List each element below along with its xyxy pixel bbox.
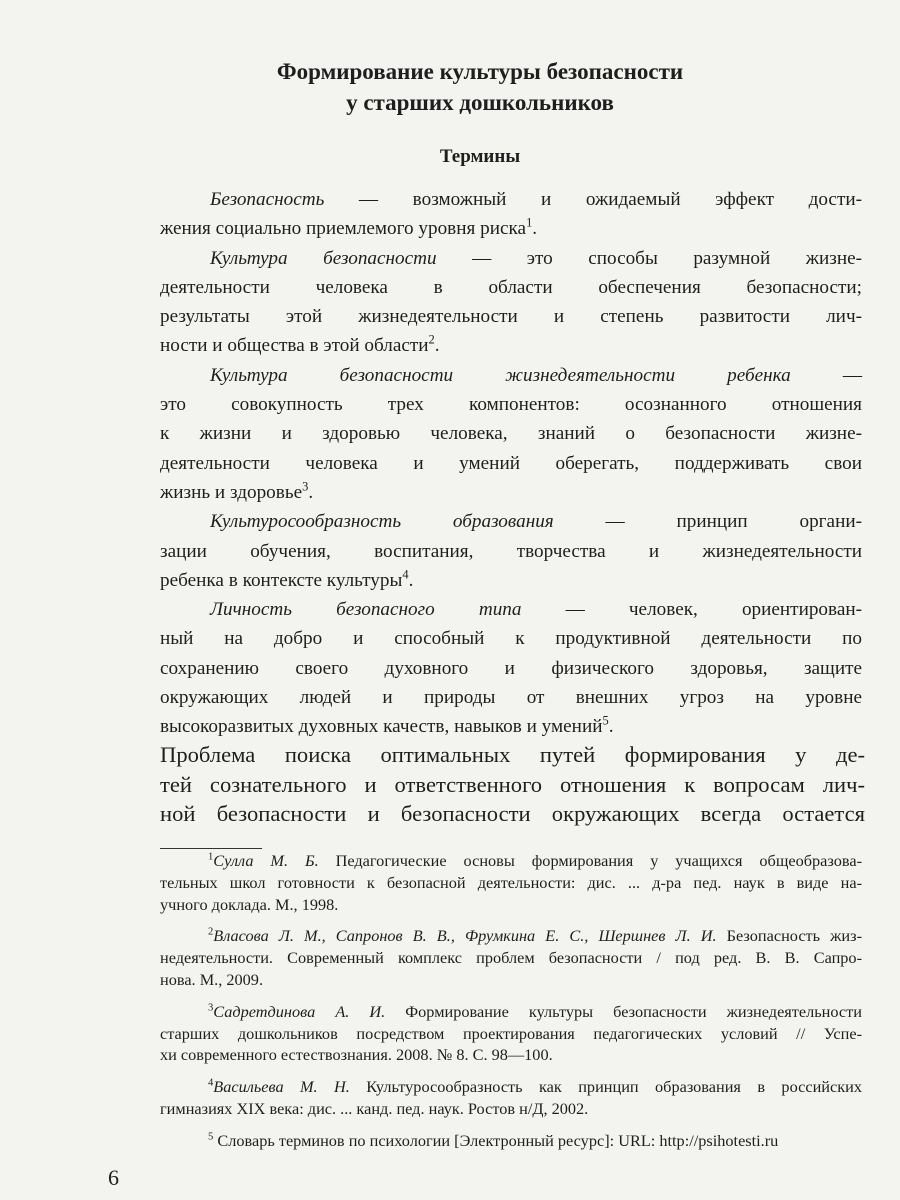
text-line	[160, 449, 862, 478]
term-italic: Власова Л. М., Сапронов В. В., Фрумкина Е. С., Шершнев Л. И.	[213, 926, 717, 946]
term-definition	[160, 244, 862, 361]
footnote-divider	[160, 848, 262, 849]
text-line	[160, 969, 862, 991]
footnote	[160, 1130, 862, 1152]
title-line: Формирование культуры безопасности	[276, 59, 684, 84]
footnote-ref: 4	[402, 567, 409, 582]
text: Культуросообразность как принцип образования в российских	[349, 1077, 862, 1097]
text-line	[160, 925, 862, 947]
text-line	[160, 1023, 862, 1045]
page-title	[160, 56, 800, 118]
text: Педагогические основы формирования у учащихся общеобразова-	[318, 851, 862, 870]
term-italic: Личность безопасного типа	[210, 599, 522, 621]
footnote-ref: 1	[526, 215, 533, 230]
title-line: у старших дошкольников	[346, 90, 614, 115]
text-line: жизнь и здоровье$^3$.	[160, 479, 314, 503]
text: зации обучения, воспитания, творчества и жизнедеятельности	[160, 540, 862, 562]
term-italic: Культура безопасности жизнедеятельности ребенка	[210, 364, 791, 386]
text: старших дошкольников посредством проектирования педагогических условий // Успе-	[160, 1023, 862, 1043]
footnote	[160, 1001, 862, 1066]
text: окружающих людей и природы от внешних угроз на уровне	[160, 687, 862, 709]
text-line	[160, 302, 862, 331]
lead-paragraph	[160, 740, 865, 829]
text: хи современного естествознания. 2008. № 8. С. 98—100.	[160, 1045, 553, 1065]
text-line	[160, 419, 862, 448]
footnote-ref: 2	[428, 333, 435, 348]
text: жизнь и здоровье	[160, 481, 303, 503]
footnote-marker: 5	[208, 1131, 214, 1143]
text-line	[160, 537, 862, 566]
text-line: жения социально приемлемого уровня риска$^1$.	[160, 215, 538, 240]
text: результаты этой жизнедеятельности и степень развитости лич-	[160, 306, 862, 328]
text: — принцип органи-	[553, 511, 862, 533]
section-heading: Термины	[439, 146, 521, 167]
text: — это способы разумной жизне-	[436, 247, 862, 269]
text-line	[160, 507, 862, 536]
text-line	[160, 872, 862, 894]
text-line	[160, 361, 862, 390]
text-line	[160, 390, 862, 419]
text: нова. М., 2009.	[160, 969, 264, 989]
text-line	[160, 1001, 862, 1023]
text-line	[160, 947, 862, 969]
footnote	[160, 925, 862, 990]
text: высокоразвитых духовных качеств, навыков и умений	[160, 716, 603, 738]
text: тельных школ готовности к безопасной деятельности: дис. ... д-ра пед. наук в виде на-	[160, 872, 862, 892]
text: ребенка в контексте культуры	[160, 569, 403, 591]
text-line	[160, 654, 862, 683]
text-line	[160, 1076, 862, 1098]
text: Словарь терминов по психологии [Электронный ресурс]: URL: http://psihotesti.ru	[213, 1130, 779, 1150]
term-italic: Васильева М. Н.	[213, 1077, 350, 1097]
text: сохранению своего духовного и физического здоровья, защите	[160, 657, 862, 679]
footnotes	[160, 850, 862, 1162]
text-line	[160, 273, 862, 302]
text: недеятельности. Современный комплекс проблем безопасности / под ред. В. В. Сапро-	[160, 948, 862, 968]
text-line: Проблема поиска оптимальных путей формирования у де-	[160, 742, 865, 767]
text: Формирование культуры безопасности жизнедеятельности	[385, 1001, 862, 1021]
text-line: ности и общества в этой области$^2$.	[160, 333, 440, 357]
text: — возможный и ожидаемый эффект дости-	[324, 189, 862, 210]
text-line: ной безопасности и безопасности окружающих всегда остается	[160, 801, 865, 826]
text: ности и общества в этой области	[160, 335, 429, 357]
text: это совокупность трех компонентов: осознанного отношения	[160, 394, 862, 416]
text: к жизни и здоровью человека, знаний о безопасности жизне-	[160, 423, 862, 445]
text: жения социально приемлемого уровня риска	[160, 218, 527, 240]
text: деятельности человека и умений оберегать, поддерживать свои	[160, 452, 862, 474]
text-line	[160, 894, 862, 916]
page-number: 6	[108, 1165, 119, 1190]
footnote-marker: 1	[208, 851, 214, 863]
term-definition	[160, 361, 862, 507]
footnote-marker: 2	[208, 926, 214, 938]
text: Безопасность жиз-	[716, 926, 862, 946]
text: учного доклада. М., 1998.	[160, 894, 339, 914]
text-line: тей сознательного и ответственного отношения к вопросам лич-	[160, 771, 865, 797]
text: —	[790, 364, 862, 386]
term-definition	[160, 507, 862, 595]
text-line	[160, 244, 862, 273]
term-italic: Безопасность	[210, 189, 325, 210]
text-line	[160, 1098, 862, 1120]
term-italic: Культуросообразность образования	[210, 511, 554, 533]
footnote-marker: 3	[208, 1002, 214, 1014]
text-line	[160, 595, 862, 624]
term-italic: Культура безопасности	[210, 247, 437, 269]
footnote-marker: 4	[208, 1077, 214, 1089]
text: деятельности человека в области обеспечения безопасности;	[160, 276, 862, 298]
term-italic: Садретдинова А. И.	[213, 1001, 386, 1021]
footnote	[160, 1076, 862, 1120]
text-line	[160, 850, 862, 872]
footnote-ref: 5	[602, 713, 609, 728]
text-line	[160, 624, 862, 653]
footnote	[160, 850, 862, 915]
text: ный на добро и способный к продуктивной деятельности по	[160, 628, 862, 650]
text: гимназиях XIX века: дис. ... канд. пед. наук. Ростов н/Д, 2002.	[160, 1098, 589, 1118]
term-definition	[160, 595, 862, 741]
term-italic: Сулла М. Б.	[213, 851, 319, 870]
text-line: высокоразвитых духовных качеств, навыков и умений$^5$.	[160, 713, 614, 738]
text-line	[160, 1130, 862, 1152]
term-definition	[160, 185, 862, 244]
footnote-ref: 3	[302, 479, 309, 494]
text-line	[160, 683, 862, 712]
text-line	[160, 185, 862, 214]
text-line	[160, 1044, 862, 1066]
text-line: ребенка в контексте культуры$^4$.	[160, 567, 414, 591]
terms-list	[160, 185, 862, 742]
text: — человек, ориентирован-	[521, 599, 863, 621]
